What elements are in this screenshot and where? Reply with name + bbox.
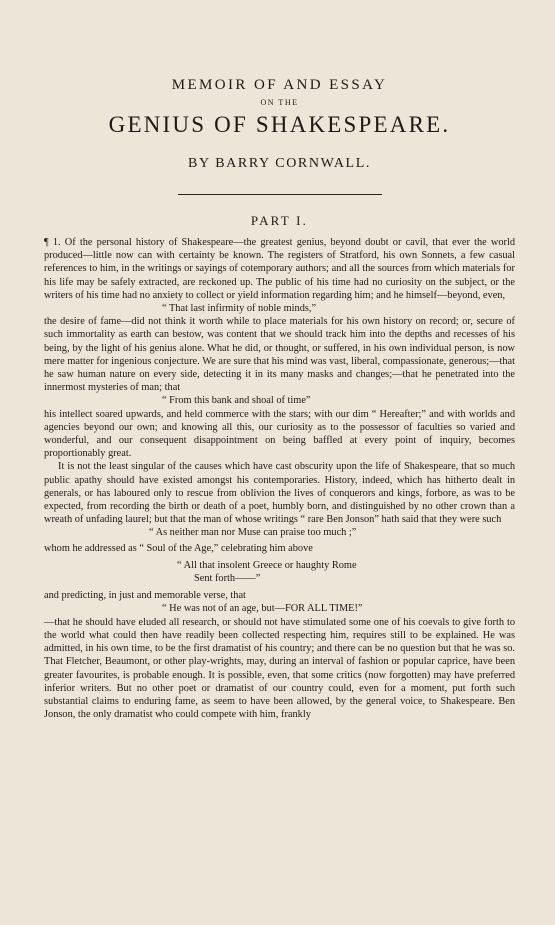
title-block <box>44 76 515 229</box>
body-text <box>44 236 515 721</box>
paragraph-5 <box>44 542 515 555</box>
quote-5-line-2: Sent forth——” <box>194 573 261 585</box>
quote-3: “ As neither man nor Muse can praise too much ;” <box>149 527 357 539</box>
title-line-1: MEMOIR OF AND ESSAY <box>171 77 388 93</box>
paragraph-5-text: whom he addressed as <box>44 542 137 554</box>
author-line: BY BARRY CORNWALL. <box>188 156 371 171</box>
paragraph-2: the desire of fame—did not think it worth while to place materials for his own history on record; or, secure of such immortality as earth can bestow, was content that we should track him into the depths and recesses of his being, by the light of his genius alone. What he did, or thought, or suffered, in his own individual person, is now mere matter for ingenious conjecture. We are sure that his mind was vast, liberal, compassionate, generous;—that he saw human nature on every side, detecting it in its many masks and changes;—that he penetrated into the innermost mysteries of man; that <box>44 316 515 394</box>
title-line-3: GENIUS OF SHAKESPEARE. <box>108 112 451 137</box>
quote-4: “ Soul of the Age,” celebrating him above <box>139 542 313 554</box>
part-heading: PART I. <box>250 213 309 228</box>
book-page <box>0 76 555 925</box>
paragraph-4: It is not the least singular of the causes which have cast obscurity upon the life of Shakespeare, that so much public apathy should have existed amongst his contemporaries. History, indeed, which has hitherto dealt in generals, or has laboured only to rescue from oblivion the lives of conquerors and kings, forbore, as was to be expected, from recording the birth or death of a poet, humbly born, and distinguished by no other crown than a wreath of unfading laurel; but that the man of whose writings “ rare Ben Jonson” hath said that they were such <box>44 461 515 526</box>
quote-1: “ That last infirmity of noble minds,” <box>162 303 317 315</box>
quote-5-line-1: “ All that insolent Greece or haughty Rome <box>177 559 357 571</box>
quote-2: “ From this bank and shoal of time” <box>162 395 311 407</box>
quote-6: “ He was not of an age, but—FOR ALL TIME!” <box>162 603 363 615</box>
paragraph-3: his intellect soared upwards, and held commerce with the stars; with our dim “ Hereafter;” and with worlds and agencies beyond our own; and knowing all this, our curiosity as to the possessor of faculties so varied and wonderful, and our consequent disappointment on being baffled at every point of inquiry, becomes proportionably great. <box>44 408 515 460</box>
paragraph-1: ¶ 1. Of the personal history of Shakespeare—the greatest genius, beyond doubt or cavil, that ever the world produced—little now can with certainty be known. The registers of Stratford, his own Sonnets, a few casual references to him, in the writings or sayings of cotemporary authors; and all the sources from which materials for his life may be safely extracted, are reckoned up. The public of his time had no curiosity on the subject, or the writers of his time had no anxiety to collect or yield information regarding him; and he himself—beyond, even, <box>44 237 515 301</box>
paragraph-7: —that he should have eluded all research, or should not have stimulated some one of his coevals to give forth to the world what could then have readily been collected respecting him, requires still to be explained. He was admitted, in his own time, to be the first dramatist of his country; and there can be no question but that he was so. That Fletcher, Beaumont, or other play-wrights, may, during an interval of fashion or popular caprice, have been greater favourites, is probable enough. It is possible, even, that some critics (now forgotten) may have preferred inferior writers. But no other poet or dramatist of our country could, even for a moment, put forth such substantial claims to enduring fame, as seem to have been allowed, by the general voice, to Shakespeare. Ben Jonson, the only dramatist who could compete with him, frankly <box>44 616 515 721</box>
title-divider <box>178 194 382 195</box>
paragraph-6: and predicting, in just and memorable verse, that <box>44 590 246 602</box>
title-line-2: ON THE <box>260 98 299 107</box>
